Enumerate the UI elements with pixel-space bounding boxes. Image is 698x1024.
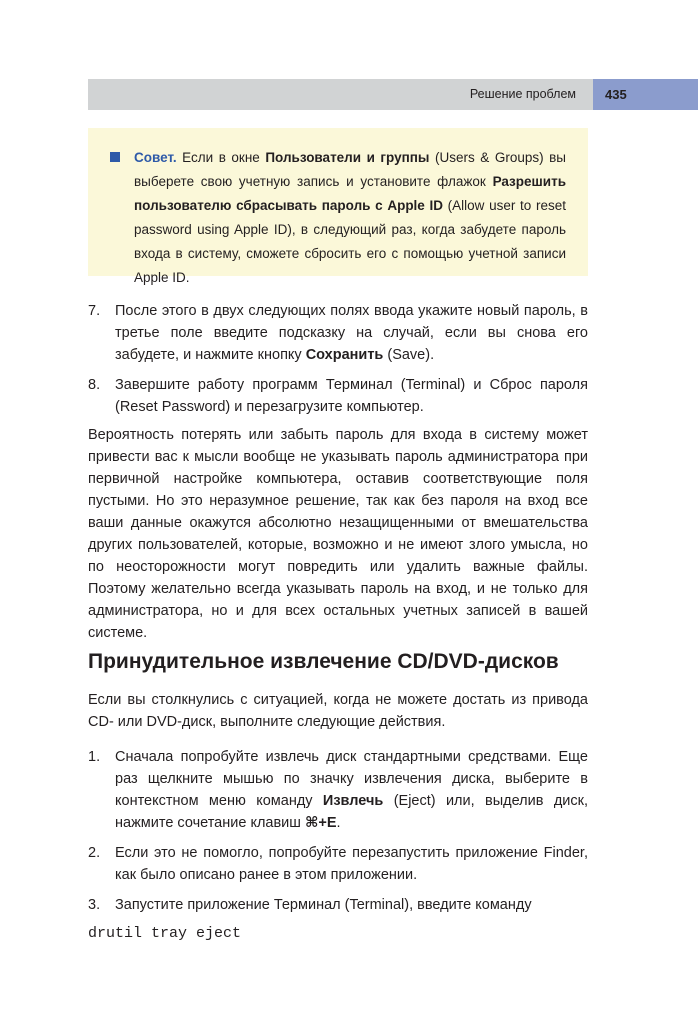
list-item: [88, 300, 588, 366]
body-paragraph: Если вы столкнулись с ситуацией, когда не можете достать из привода CD- или DVD-диск, выполните следующие действия.: [88, 692, 588, 730]
list-item-text: Завершите работу программ Терминал (Terminal) и Сброс пароля (Reset Password) и перезагрузите компьютер.: [115, 377, 588, 415]
list-item: [88, 894, 588, 916]
section-heading: Принудительное извлечение CD/DVD-дисков: [88, 650, 559, 673]
code-command: drutil tray eject: [88, 925, 242, 942]
list-item-number: 3.: [88, 897, 101, 913]
list-item-bold: Извлечь: [322, 793, 384, 809]
section-title: Решение проблем: [469, 87, 576, 101]
list-item-text: (Save).: [383, 347, 435, 363]
list-item-text: Если это не помогло, попробуйте перезапустить приложение Finder, как было описано ранее в этом приложении.: [115, 845, 588, 883]
list-item-number: 7.: [88, 303, 101, 319]
tip-text: [134, 146, 566, 290]
list-item-bold: Сохранить: [305, 347, 384, 363]
list-item-text: После этого в двух следующих полях ввода укажите новый пароль, в третье поле введите подсказку на случай, если вы снова его забудете, и нажмите кнопку: [115, 303, 588, 363]
page-number: 435: [593, 79, 698, 110]
list-item: [88, 842, 588, 886]
keyboard-shortcut: ⌘+E: [304, 815, 337, 831]
tip-bold-allow-reset: Разрешить пользователю сбрасывать пароль с Apple ID: [134, 174, 566, 213]
list-item-number: 1.: [88, 749, 101, 765]
steps-list-eject: [88, 746, 588, 916]
tip-label: Совет.: [134, 150, 177, 165]
list-item-text: (Eject) или, выделив диск, нажмите сочетание клавиш: [115, 793, 588, 831]
steps-list-reset: [88, 300, 588, 418]
tip-bold-users-groups: Пользователи и группы: [265, 150, 430, 165]
list-item-text: Запустите приложение Терминал (Terminal), введите команду: [115, 897, 532, 913]
list-item-text: .: [336, 815, 341, 831]
tip-text-part: (Allow user to reset password using Apple ID), в следующий раз, когда забудете пароль входа в систему, сможете сбросить его с помощью учетной записи Apple ID.: [134, 198, 566, 285]
list-item-number: 2.: [88, 845, 101, 861]
running-header: [88, 79, 698, 110]
list-item: [88, 746, 588, 834]
tip-marker-icon: [110, 152, 120, 162]
tip-box: [88, 128, 588, 285]
tip-text-part: Если в окне: [176, 150, 266, 165]
list-item-text: Сначала попробуйте извлечь диск стандартными средствами. Еще раз щелкните мышью по значку извлечения диска, выберите в контекстном меню команду: [115, 749, 588, 809]
list-item-number: 8.: [88, 377, 101, 393]
list-item: [88, 374, 588, 418]
tip-text-part: (Users & Groups) вы выберете свою учетную запись и установите флажок: [134, 150, 566, 189]
body-paragraph: Вероятность потерять или забыть пароль для входа в систему может привести вас к мысли вообще не указывать пароль администратора при первичной настройке компьютера, оставив соответствующие поля пустыми. Но это неразумное решение, так как без пароля на вход все ваши данные окажутся абсолютно незащищенными от вмешательства других пользователей, которые, возможно и не имеют злого умысла, но по неосторожности могут повредить или удалить важные файлы. Поэтому желательно всегда указывать пароль на вход, и не только для администратора, но и для всех остальных учетных записей в вашей системе.: [88, 427, 588, 641]
